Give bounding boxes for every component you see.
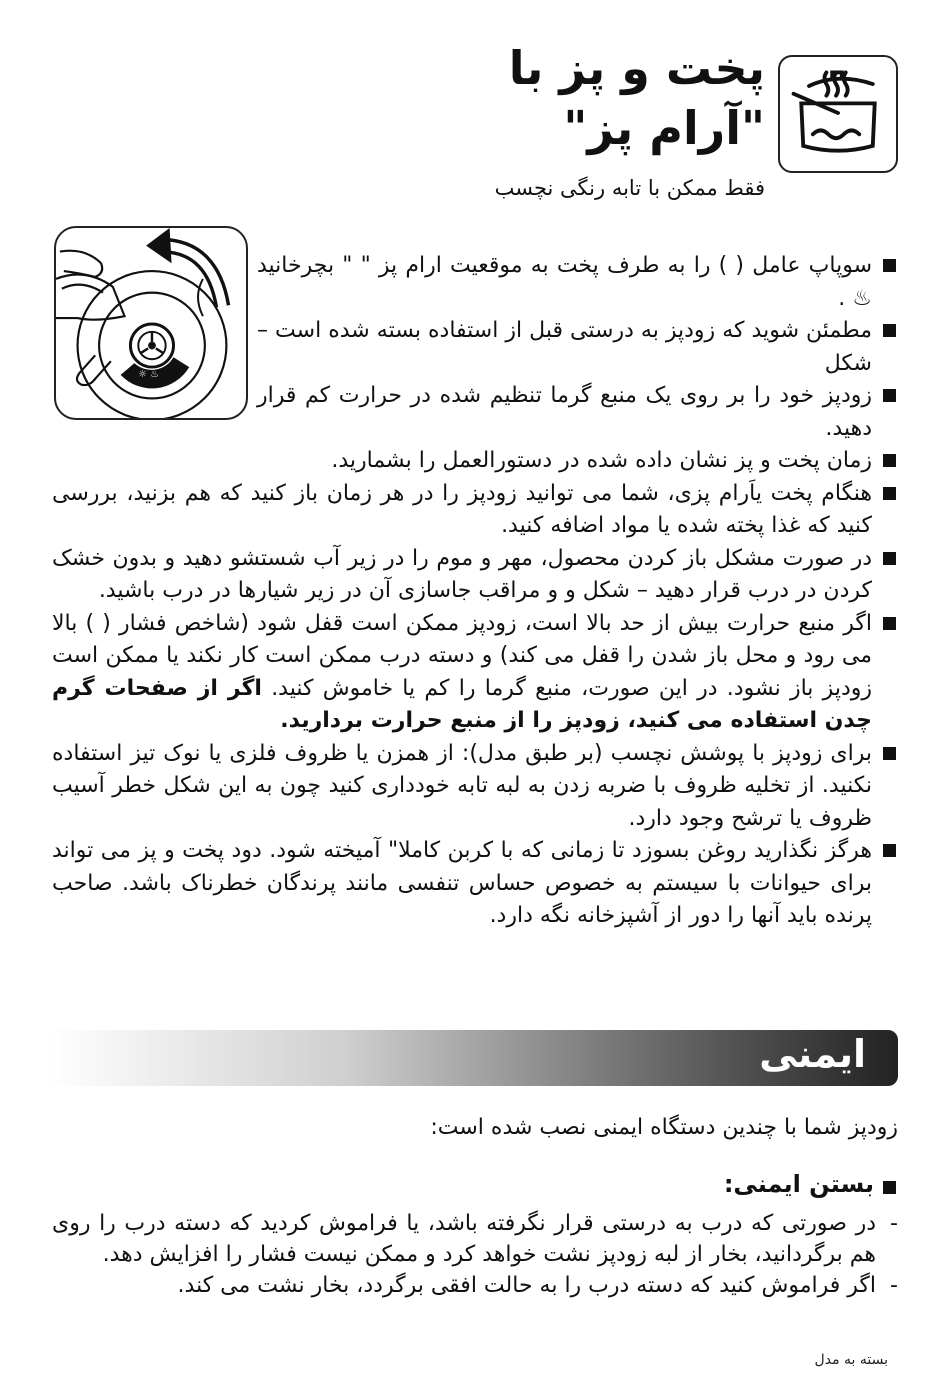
title-line-2: "آرام پز"	[563, 101, 765, 155]
list-item	[52, 1208, 898, 1270]
bullet-marker	[883, 324, 896, 337]
list-item	[52, 608, 898, 738]
footnote: بسته به مدل	[814, 1352, 888, 1368]
item-text: زودپز خود را بر روی یک منبع گرما تنظیم شده در حرارت کم قرار دهید.	[257, 383, 872, 441]
item-text: در صورت مشکل باز کردن محصول، مهر و موم را در زیر آب شستشو دهید و بدون خشک کردن در درب قرار دهید – شکل و و مراقب جاسازی آن در زیر شیارها در درب باشید.	[52, 545, 872, 603]
list-item	[52, 835, 898, 933]
bullet-marker	[883, 389, 896, 402]
item-text: هرگز نگذارید روغن بسوزد تا زمانی که با کربن کاملا" آمیخته شود. دود پخت و پز می تواند برای حیوانات با سیستم به خصوص حساس تنفسی مانند پرندگان خطرناک باشد. صاحب پرنده باید آنها را دور از آشپزخانه نگه دارد.	[52, 838, 872, 928]
item-text: سوپاپ عامل ( ) را به طرف پخت به موقعیت ارام پز " " بچرخانید ♨ .	[257, 253, 872, 311]
instructions-list	[52, 250, 898, 933]
sub-heading-text: بستن ایمنی:	[723, 1170, 874, 1198]
bullet-marker	[883, 487, 896, 500]
list-item	[52, 543, 898, 608]
list-item	[52, 1270, 898, 1301]
bullet-marker	[883, 747, 896, 760]
item-text: زمان پخت و پز نشان داده شده در دستورالعمل را بشمارید.	[331, 448, 872, 473]
item-text: اگر منبع حرارت بیش از حد بالا است، زودپز ممکن است قفل شود (شاخص فشار ( ) بالا می رود و محل باز شدن را قفل می کند) و دسته درب ممکن است کار نکند یا ممکن است زودپز باز نشود. در این صورت، منبع گرما را کم یا خاموش کنید.	[52, 610, 872, 701]
list-item	[257, 315, 898, 380]
bullet-marker	[883, 844, 896, 857]
dash-list	[52, 1208, 898, 1301]
item-text: در صورتی که درب به درستی قرار نگرفته باشد، یا فراموش کردید که دسته درب را روی هم برگردانید، بخار از لبه زودپز نشت خواهد کرد و ممکن نیست فشار را افزایش دهد.	[52, 1211, 876, 1267]
section-title: ایمنی	[759, 1032, 866, 1076]
item-text: برای زودپز با پوشش نچسب (بر طبق مدل): از همزن یا ظروف فلزی یا نوک تیز استفاده نکنید. از تخلیه ظروف با ضربه زدن به لبه تابه خودداری کنید چون به این شکل خطر آسیب ظروف یا ترشح وجود دارد.	[52, 740, 872, 831]
dash-marker: -	[890, 1211, 898, 1236]
safety-intro: زودپز شما با چندین دستگاه ایمنی نصب شده است:	[430, 1115, 898, 1140]
page-title	[430, 38, 765, 158]
list-item	[257, 250, 898, 315]
item-text: هنگام پخت یاَرام پزی، شما می توانید زودپز را در هر زمان باز کنید که هم بزنید، بررسی کنید که غذا پخته شده یا مواد اضافه کنید.	[52, 480, 872, 538]
list-item	[52, 478, 898, 543]
item-bold-warning: اگر از صفحات گرم چدن استفاده می کنید، زودپز را از منبع حرارت بردارید.	[52, 675, 872, 733]
slow-cook-pot-icon	[778, 55, 898, 173]
page-subtitle: فقط ممکن با تابه رنگی نچسب	[494, 176, 765, 200]
item-text: مطمئن شوید که زودپز به درستی قبل از استفاده بسته شده است – شکل	[257, 318, 872, 376]
title-line-1: پخت و پز با	[508, 41, 765, 95]
list-item	[52, 445, 898, 478]
item-text: اگر فراموش کنید که دسته درب را به حالت افقی برگردد، بخار نشت می کند.	[177, 1273, 876, 1298]
bullet-marker	[883, 454, 896, 467]
bullet-marker	[883, 1181, 896, 1194]
bullet-marker	[883, 617, 896, 630]
list-item	[52, 738, 898, 836]
bullet-marker	[883, 259, 896, 272]
sub-heading	[52, 1170, 898, 1198]
svg-text:☼ ♨: ☼ ♨	[138, 368, 159, 380]
list-item	[257, 380, 898, 445]
section-header-bar	[48, 1030, 898, 1086]
dash-marker: -	[890, 1273, 898, 1298]
bullet-marker	[883, 552, 896, 565]
